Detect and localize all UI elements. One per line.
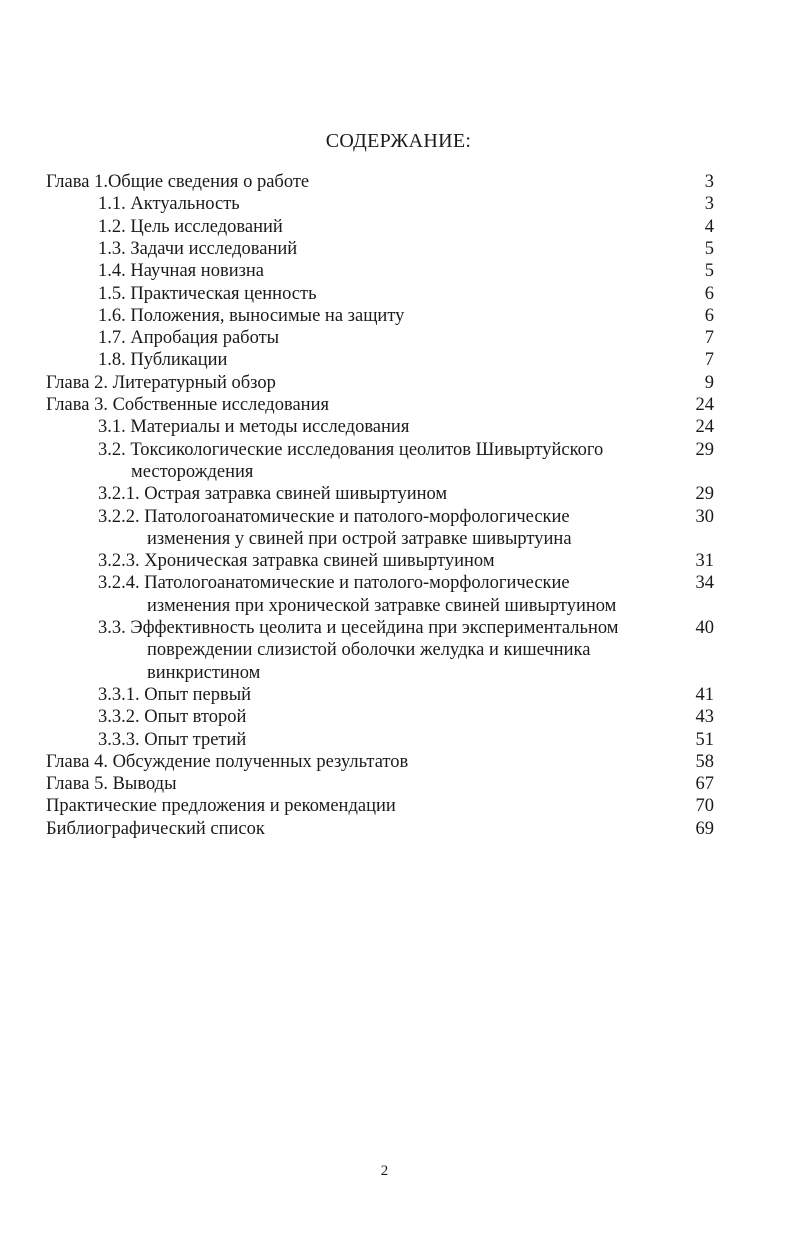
toc-entry-page: 3 bbox=[704, 194, 714, 215]
toc-entry-page: 7 bbox=[704, 350, 714, 371]
toc-entry-text: 3.2.2. Патологоанатомические и патолого-морфологические bbox=[98, 506, 570, 527]
toc-entry-page: 24 bbox=[695, 417, 714, 438]
toc-title: СОДЕРЖАНИЕ: bbox=[325, 130, 472, 152]
toc-entry-text: 1.8. Публикации bbox=[98, 350, 228, 371]
toc-entry-text: 3.2.3. Хроническая затравка свиней шивыртуином bbox=[98, 551, 495, 572]
page-number: 2 bbox=[380, 1163, 389, 1179]
toc-entry-page: 5 bbox=[704, 261, 714, 282]
toc-entry-page: 24 bbox=[695, 395, 714, 415]
toc-entry-page: 4 bbox=[704, 216, 714, 237]
toc-entry-page: 3 bbox=[704, 172, 714, 192]
toc-entry-page: 31 bbox=[695, 551, 714, 572]
toc-entry-page: 29 bbox=[695, 439, 714, 460]
toc-entry-text: 3.3. Эффективность цеолита и цесейдина при экспериментальном bbox=[98, 618, 619, 638]
toc-entry-text: месторождения bbox=[131, 461, 254, 482]
toc-entry-text: 1.3. Задачи исследований bbox=[98, 238, 298, 259]
toc-entry-text: Глава 5. Выводы bbox=[46, 774, 177, 795]
toc-entry-page: 30 bbox=[695, 506, 714, 527]
toc-entry-page: 58 bbox=[695, 751, 714, 772]
toc-entry-page: 41 bbox=[695, 684, 714, 705]
toc-entry-page: 67 bbox=[695, 774, 714, 795]
toc-entry-page: 7 bbox=[704, 328, 714, 349]
toc-entry-page: 6 bbox=[704, 283, 714, 304]
toc-entry-text: 1.1. Актуальность bbox=[98, 194, 240, 215]
toc-entry-text: 1.5. Практическая ценность bbox=[98, 283, 317, 304]
toc-entry-text: Глава 1.Общие сведения о работе bbox=[46, 172, 310, 192]
toc-entry-page: 70 bbox=[695, 796, 714, 817]
toc-entry-text: 3.3.1. Опыт первый bbox=[98, 684, 252, 705]
toc-entry-text: винкристином bbox=[147, 662, 261, 683]
toc-entry-text: Библиографический список bbox=[46, 818, 265, 839]
toc-entry-text: Практические предложения и рекомендации bbox=[46, 796, 396, 817]
toc-entry-text: Глава 4. Обсуждение полученных результатов bbox=[46, 751, 409, 772]
toc-entry-text: Глава 2. Литературный обзор bbox=[46, 372, 276, 393]
toc-entry-page: 40 bbox=[695, 618, 714, 638]
toc-entry-text: 3.1. Материалы и методы исследования bbox=[98, 417, 410, 438]
toc-entry-page: 5 bbox=[704, 238, 714, 259]
toc-entry-text: 3.3.2. Опыт второй bbox=[98, 707, 247, 728]
toc-entry-page: 9 bbox=[704, 372, 714, 393]
toc-entry-text: 3.3.3. Опыт третий bbox=[98, 729, 247, 750]
toc-entry-text: Глава 3. Собственные исследования bbox=[46, 395, 329, 415]
toc-entry-text: 1.2. Цель исследований bbox=[98, 216, 283, 237]
toc-entry-page: 43 bbox=[695, 707, 714, 728]
toc-entry-text: 1.7. Апробация работы bbox=[98, 328, 280, 349]
toc-entry-page: 51 bbox=[695, 729, 714, 750]
toc-entry-text: изменения при хронической затравке свиней шивыртуином bbox=[147, 595, 617, 616]
toc-entry-text: повреждении слизистой оболочки желудка и кишечника bbox=[147, 640, 591, 661]
toc-entry-text: 3.2.4. Патологоанатомические и патолого-морфологические bbox=[98, 573, 570, 594]
toc-entry-text: 3.2. Токсикологические исследования цеолитов Шивыртуйского bbox=[98, 439, 604, 460]
toc-entry-text: 1.6. Положения, выносимые на защиту bbox=[98, 305, 405, 326]
toc-entry-page: 29 bbox=[695, 484, 714, 505]
toc-entry-text: 3.2.1. Острая затравка свиней шивыртуином bbox=[98, 484, 448, 505]
toc-entry-page: 6 bbox=[704, 305, 714, 326]
toc-entry-page: 69 bbox=[695, 818, 714, 839]
toc-entry-text: изменения у свиней при острой затравке шивыртуина bbox=[147, 528, 572, 549]
toc-entry-page: 34 bbox=[695, 573, 714, 594]
toc-entry-text: 1.4. Научная новизна bbox=[98, 261, 265, 282]
